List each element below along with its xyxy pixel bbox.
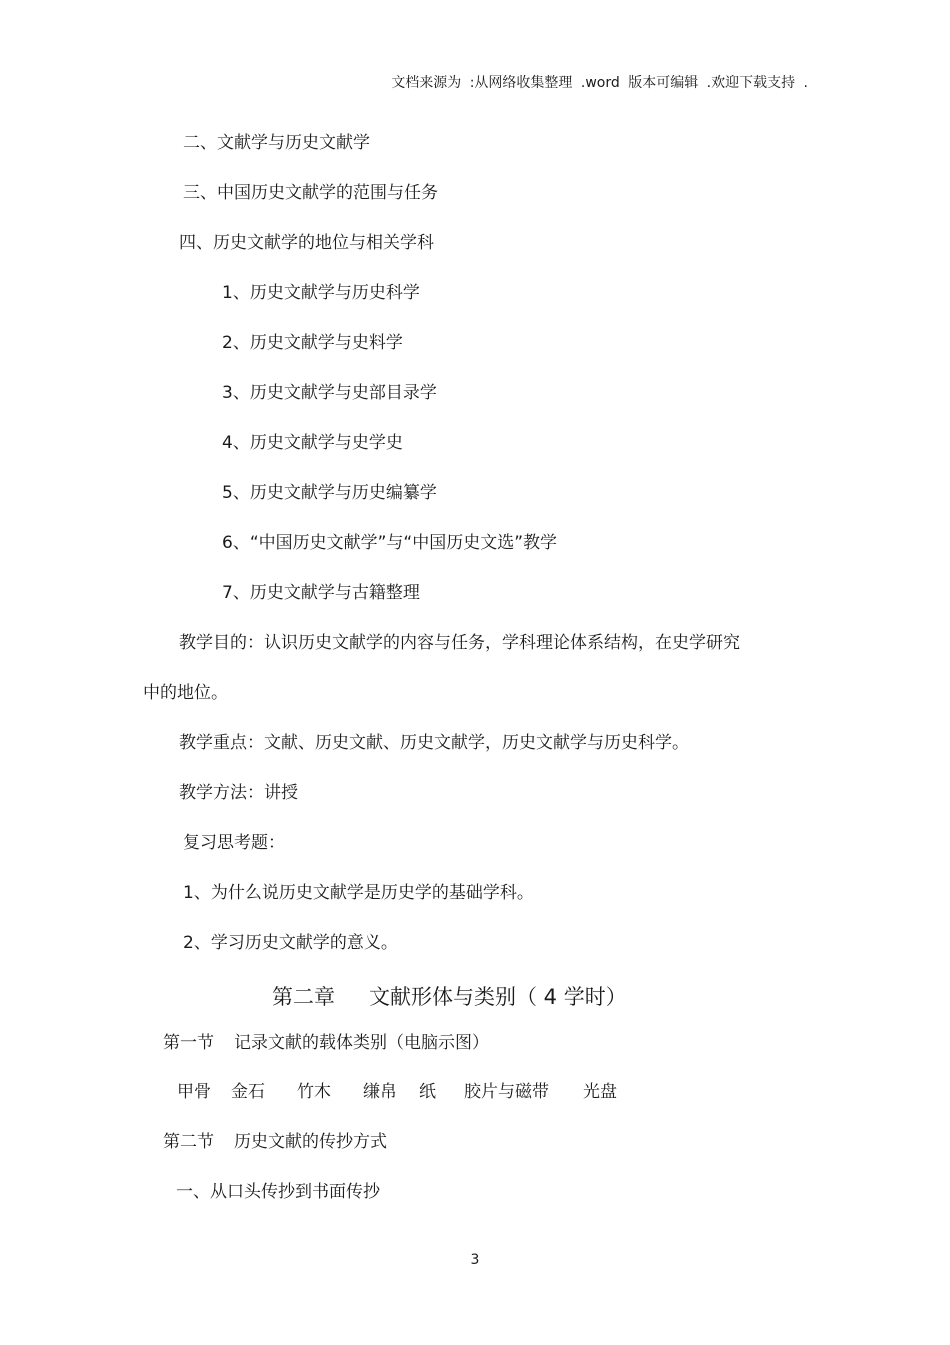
chapter-number: 第二章 — [272, 985, 335, 1009]
page-number: 3 — [470, 1252, 480, 1268]
review-question-1: 1、为什么说历史文献学是历史学的基础学科。 — [183, 883, 534, 903]
toc-subitem-2: 2、历史文献学与史料学 — [222, 333, 403, 353]
carrier-item: 纸 — [419, 1082, 436, 1102]
teaching-method: 教学方法：讲授 — [179, 783, 298, 803]
section-2-heading — [163, 1131, 387, 1153]
section-2-title: 历史文献的传抄方式 — [234, 1132, 387, 1152]
chapter-heading — [272, 984, 627, 1010]
toc-subitem-1: 1、历史文献学与历史科学 — [222, 283, 420, 303]
carrier-item: 胶片与磁带 — [464, 1082, 549, 1102]
chapter-title: 文献形体与类别（ 4 学时） — [369, 985, 627, 1009]
teaching-key-points: 教学重点：文献、历史文献、历史文献学，历史文献学与历史科学。 — [179, 733, 689, 753]
section-1-label: 第一节 — [163, 1033, 214, 1053]
toc-subitem-7: 7、历史文献学与古籍整理 — [222, 583, 420, 603]
subsection-heading: 一、从口头传抄到书面传抄 — [176, 1182, 380, 1202]
toc-item-4: 四、历史文献学的地位与相关学科 — [179, 233, 434, 253]
toc-subitem-6: 6、“中国历史文献学”与“中国历史文选”教学 — [222, 533, 558, 553]
carrier-item: 竹木 — [297, 1082, 331, 1102]
section-1-heading — [163, 1032, 489, 1054]
review-question-2: 2、学习历史文献学的意义。 — [183, 933, 398, 953]
toc-subitem-5: 5、历史文献学与历史编纂学 — [222, 483, 437, 503]
teaching-goal-line1: 教学目的：认识历史文献学的内容与任务，学科理论体系结构，在史学研究 — [179, 633, 740, 653]
carrier-item: 甲骨 — [177, 1082, 211, 1102]
page-header: 文档来源为 :从网络收集整理 .word 版本可编辑 .欢迎下载支持 . — [391, 75, 808, 91]
section-2-label: 第二节 — [163, 1132, 214, 1152]
carrier-item: 缣帛 — [363, 1082, 397, 1102]
section-1-title: 记录文献的载体类别（电脑示图） — [234, 1033, 489, 1053]
toc-subitem-4: 4、历史文献学与史学史 — [222, 433, 403, 453]
carrier-list — [177, 1081, 617, 1103]
toc-item-3: 三、中国历史文献学的范围与任务 — [183, 183, 438, 203]
carrier-item: 金石 — [231, 1082, 265, 1102]
carrier-item: 光盘 — [583, 1082, 617, 1102]
toc-subitem-3: 3、历史文献学与史部目录学 — [222, 383, 437, 403]
teaching-goal-line2: 中的地位。 — [143, 683, 228, 703]
review-title: 复习思考题： — [183, 833, 285, 853]
toc-item-2: 二、文献学与历史文献学 — [183, 133, 370, 153]
